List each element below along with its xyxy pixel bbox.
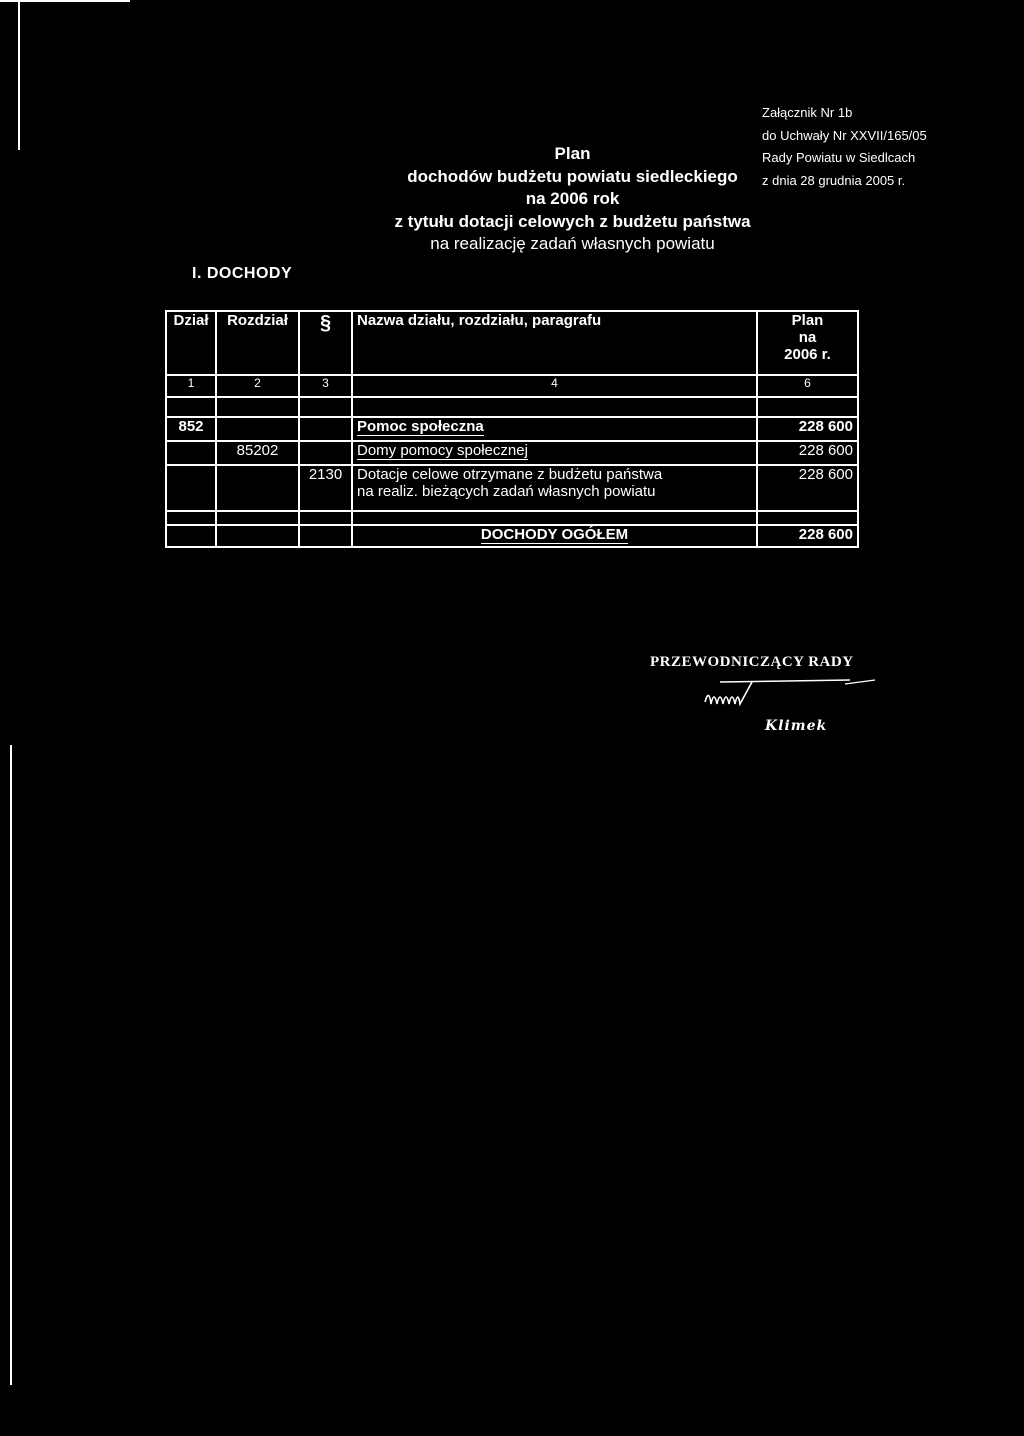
column-number: 4 xyxy=(352,375,757,397)
annex-number: Załącznik Nr 1b xyxy=(762,105,853,120)
scan-edge-line xyxy=(10,745,12,1385)
spacer-cell xyxy=(757,511,858,525)
header-dzial: Dział xyxy=(166,311,216,375)
spacer-cell xyxy=(166,397,216,417)
total-value: 228 600 xyxy=(757,525,858,547)
total-empty-cell xyxy=(216,525,299,547)
spacer-cell xyxy=(299,397,352,417)
cell-plan: 228 600 xyxy=(757,441,858,465)
table-row xyxy=(166,465,858,511)
scan-edge-line xyxy=(18,0,20,150)
spacer-cell xyxy=(352,511,757,525)
cell-plan: 228 600 xyxy=(757,417,858,441)
cell-nazwa-line: na realiz. bieżących zadań własnych powiatu xyxy=(357,483,656,500)
signature-title: PRZEWODNICZĄCY RADY xyxy=(650,654,854,670)
spacer-cell xyxy=(352,397,757,417)
column-number: 2 xyxy=(216,375,299,397)
annex-note xyxy=(762,102,927,192)
spacer-cell xyxy=(216,511,299,525)
spacer-row xyxy=(166,511,858,525)
header-plan xyxy=(757,311,858,375)
table-row xyxy=(166,441,858,465)
cell-nazwa-line: Dotacje celowe otrzymane z budżetu państwa xyxy=(357,466,663,483)
cell-nazwa xyxy=(352,441,757,465)
total-label xyxy=(352,525,757,547)
annex-resolution: do Uchwały Nr XXVII/165/05 xyxy=(762,127,927,143)
title-line: na realizację zadań własnych powiatu xyxy=(430,234,715,253)
total-empty-cell xyxy=(166,525,216,547)
spacer-cell xyxy=(299,511,352,525)
cell-rozdzial: 85202 xyxy=(216,441,299,465)
header-paragraf: § xyxy=(299,311,352,375)
section-title: I. DOCHODY xyxy=(192,265,293,282)
cell-plan: 228 600 xyxy=(757,465,858,511)
cell-dzial xyxy=(166,441,216,465)
column-number-row xyxy=(166,375,858,397)
cell-nazwa-text: Domy pomocy społecznej xyxy=(357,442,528,459)
title-line: dochodów budżetu powiatu siedleckiego xyxy=(407,166,738,186)
column-number: 6 xyxy=(757,375,858,397)
column-number: 1 xyxy=(166,375,216,397)
cell-nazwa xyxy=(352,465,757,511)
total-empty-cell xyxy=(299,525,352,547)
signature-block xyxy=(650,654,890,734)
column-number: 3 xyxy=(299,375,352,397)
cell-nazwa xyxy=(352,417,757,441)
cell-paragraf xyxy=(299,441,352,465)
title-line: z tytułu dotacji celowych z budżetu państwa xyxy=(394,211,751,231)
title-line: na 2006 rok xyxy=(525,189,620,208)
header-plan-line: Plan xyxy=(791,312,824,329)
annex-council: Rady Powiatu w Siedlcach xyxy=(762,150,916,165)
cell-paragraf xyxy=(299,417,352,441)
title-line: Plan xyxy=(554,144,591,163)
spacer-row xyxy=(166,397,858,417)
scan-edge-line xyxy=(0,0,130,2)
header-plan-line: 2006 r. xyxy=(784,346,831,363)
total-row xyxy=(166,525,858,547)
cell-rozdzial xyxy=(216,417,299,441)
annex-date: z dnia 28 grudnia 2005 r. xyxy=(762,172,906,188)
budget-table xyxy=(165,310,859,548)
table-header-row xyxy=(166,311,858,375)
cell-nazwa-text: Pomoc społeczna xyxy=(357,418,484,435)
spacer-cell xyxy=(166,511,216,525)
document-title xyxy=(380,143,765,256)
table-row xyxy=(166,417,858,441)
cell-rozdzial xyxy=(216,465,299,511)
cell-paragraf: 2130 xyxy=(299,465,352,511)
total-label-text: DOCHODY OGÓŁEM xyxy=(480,526,629,543)
spacer-cell xyxy=(216,397,299,417)
header-plan-line: na xyxy=(798,329,817,346)
spacer-cell xyxy=(757,397,858,417)
cell-dzial: 852 xyxy=(166,417,216,441)
cell-dzial xyxy=(166,465,216,511)
signatory-name: Klimek xyxy=(765,718,828,734)
header-nazwa: Nazwa działu, rozdziału, paragrafu xyxy=(352,311,757,375)
header-rozdzial: Rozdział xyxy=(216,311,299,375)
